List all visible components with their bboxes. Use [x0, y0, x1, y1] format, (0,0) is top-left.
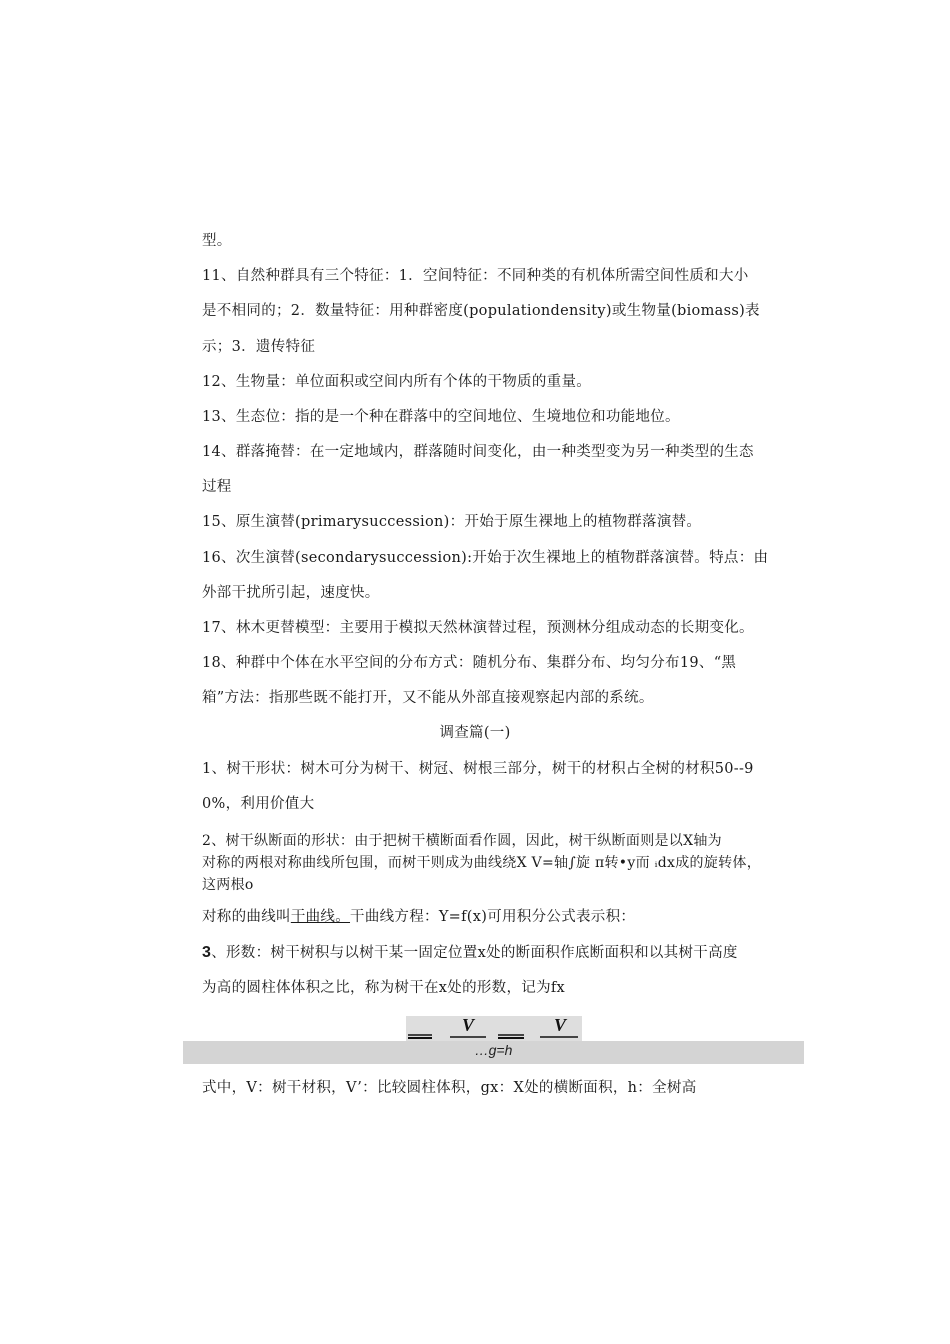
- formula-fraction: [406, 1016, 582, 1042]
- text-line: [202, 943, 738, 963]
- text-line: 为高的圆柱体体积之比，称为树干在x处的形数，记为fx: [202, 980, 566, 996]
- text-line: 14、群落掩替：在一定地域内，群落随时间变化，由一种类型变为另一种类型的生态: [202, 444, 754, 460]
- formula-caption: …g=h: [474, 1042, 513, 1058]
- text-line: 对称的两根对称曲线所包围，而树干则成为曲线绕X V=轴∫旋 π转•y而 ᵢdx成的旋转体，: [202, 855, 761, 871]
- text-line: 0%，利用价值大: [202, 796, 315, 812]
- text-line: [202, 907, 635, 927]
- text-line: 是不相同的；2．数量特征：用种群密度(populationdensity)或生物量(biomass)表: [202, 303, 760, 319]
- text-fragment: 、形数：树干树积与以树干某一固定位置x处的断面积作底断面积和以其树干高度: [211, 945, 738, 961]
- text-fragment: 干曲线方程：Y=f(x)可用积分公式表示积：: [350, 909, 636, 925]
- text-line: 示；3．遗传特征: [202, 339, 316, 355]
- text-line: 17、林木更替模型：主要用于模拟天然林演替过程，预测林分组成动态的长期变化。: [202, 620, 754, 636]
- text-line: 外部干扰所引起，速度快。: [202, 585, 380, 601]
- text-line: 18、种群中个体在水平空间的分布方式：随机分布、集群分布、均匀分布19、“黑: [202, 655, 737, 671]
- formula-numerator: V: [461, 1016, 475, 1035]
- item-number: 3: [202, 944, 212, 961]
- text-line: 11、自然种群具有三个特征：1．空间特征：不同种类的有机体所需空间性质和大小: [202, 268, 749, 284]
- text-line: 1、树干形状：树木可分为树干、树冠、树根三部分，树干的材积占全树的材积50--9: [202, 761, 754, 777]
- term-underlined: 干曲线。: [290, 909, 351, 925]
- formula-numerator: V: [553, 1016, 567, 1035]
- text-line: 型。: [202, 233, 232, 249]
- text-line: 16、次生演替(secondarysuccession):开始于次生裸地上的植物群落演替。特点：由: [202, 550, 769, 566]
- text-line: 式中，V：树干材积，V’：比较圆柱体积，gx：X处的横断面积，h：全树高: [202, 1080, 697, 1096]
- text-line: 2、树干纵断面的形状：由于把树干横断面看作圆，因此，树干纵断面则是以X轴为: [202, 833, 722, 849]
- formula-band: [183, 1041, 804, 1064]
- text-line: 这两根o: [202, 877, 254, 893]
- text-fragment: 对称的曲线叫: [202, 909, 291, 925]
- section-heading: 调查篇(一): [439, 725, 511, 741]
- text-line: 12、生物量：单位面积或空间内所有个体的干物质的重量。: [202, 374, 592, 390]
- text-line: 15、原生演替(primarysuccession)：开始于原生裸地上的植物群落演替。: [202, 514, 702, 530]
- text-line: 13、生态位：指的是一个种在群落中的空间地位、生境地位和功能地位。: [202, 409, 680, 425]
- text-line: 过程: [202, 479, 232, 495]
- text-line: 箱”方法：指那些既不能打开，又不能从外部直接观察起内部的系统。: [202, 690, 654, 706]
